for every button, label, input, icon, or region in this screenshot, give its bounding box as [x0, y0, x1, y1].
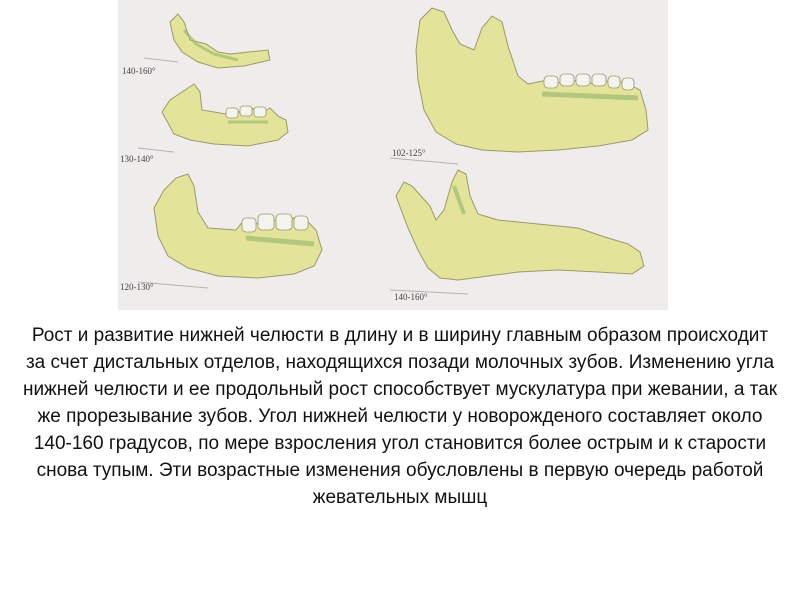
jaw-child	[138, 84, 288, 152]
mandible-age-figure	[118, 0, 668, 310]
angle-label-jaw-3: 120-130°	[120, 282, 154, 292]
angle-label-jaw-4: 102-125°	[392, 148, 426, 158]
angle-label-jaw-5: 140-160°	[394, 292, 428, 302]
jaw-newborn	[144, 14, 270, 68]
jaw-adolescent	[138, 174, 322, 288]
jaw-elderly	[390, 170, 644, 294]
angle-label-jaw-1: 140-160°	[122, 66, 156, 76]
angle-label-jaw-2: 130-140°	[120, 154, 154, 164]
caption-text: Рост и развитие нижней челюсти в длину и в ширину главным образом происходит за счет дистальных отделов, находящихся позади молочных зубов. Изменению угла нижней челюсти и ее продольный рост способствует мускулатура при жевании, а так же прорезывание зубов. Угол нижней челюсти у новорожденого составляет около 140-160 градусов, по мере взросления угол становится более острым и к старости снова тупым. Эти возрастные изменения обусловлены в первую очередь работой жевательных мышц	[22, 325, 778, 508]
jaw-adult	[390, 8, 648, 164]
